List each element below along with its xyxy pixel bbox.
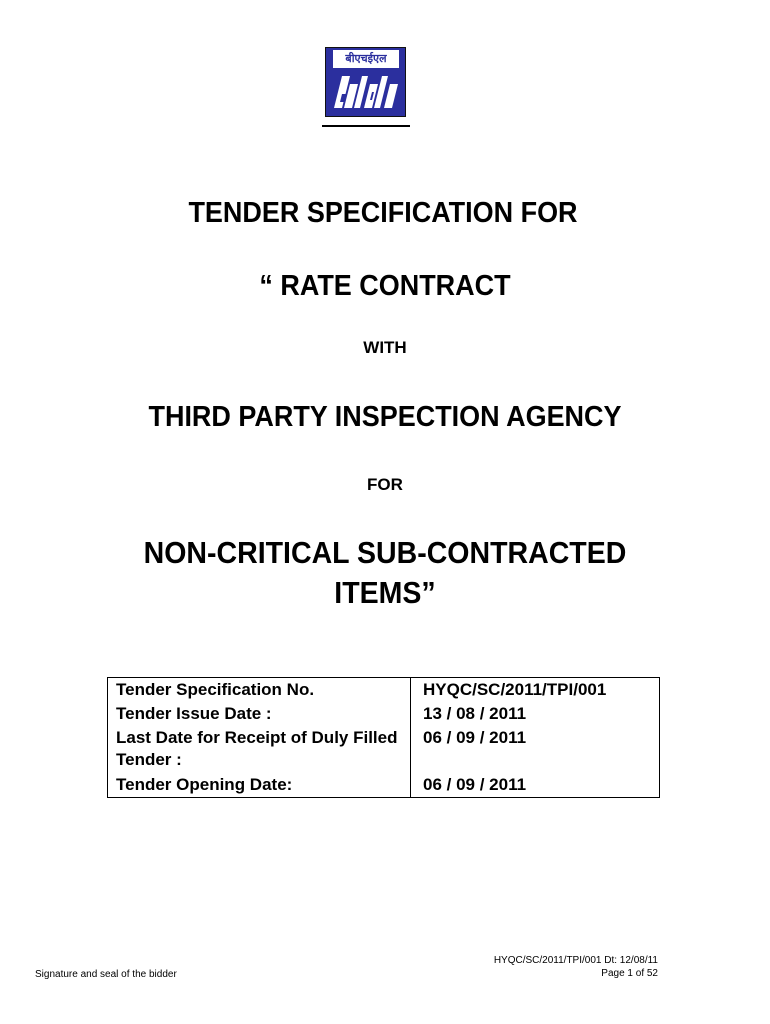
title-line-7: ITEMS” — [334, 575, 436, 610]
title-line-4: THIRD PARTY INSPECTION AGENCY — [148, 401, 622, 433]
title-line-1: TENDER SPECIFICATION FOR — [188, 197, 578, 229]
logo-devanagari-text: बीएचईएल — [333, 50, 399, 68]
logo-emblem — [325, 47, 406, 117]
logo-bhel-letters — [328, 72, 402, 112]
opening-date-value: 06 / 09 / 2011 — [411, 773, 660, 798]
logo-underline — [322, 125, 410, 127]
table-row — [108, 773, 660, 798]
table-row — [108, 702, 660, 726]
title-line-5: FOR — [367, 475, 403, 494]
title-line-2: “ RATE CONTRACT — [259, 270, 511, 302]
footer-signature-label: Signature and seal of the bidder — [35, 969, 177, 980]
title-line-3: WITH — [363, 338, 407, 357]
spec-no-value: HYQC/SC/2011/TPI/001 — [411, 678, 660, 703]
table-row — [108, 678, 660, 703]
footer-doc-ref: HYQC/SC/2011/TPI/001 Dt: 12/08/11 — [493, 955, 658, 966]
issue-date-value: 13 / 08 / 2011 — [411, 702, 660, 726]
opening-date-label: Tender Opening Date: — [108, 773, 411, 798]
table-row — [108, 726, 660, 773]
receipt-date-value: 06 / 09 / 2011 — [411, 726, 660, 773]
tender-info-table — [107, 677, 660, 798]
issue-date-label: Tender Issue Date : — [108, 702, 411, 726]
footer-right — [440, 954, 658, 980]
title-line-6: NON-CRITICAL SUB-CONTRACTED — [143, 535, 627, 570]
receipt-date-label: Last Date for Receipt of Duly Filled Tender : — [108, 726, 411, 773]
spec-no-label: Tender Specification No. — [108, 678, 411, 703]
company-logo — [322, 44, 410, 128]
footer-page-number: Page 1 of 52 — [601, 968, 658, 979]
